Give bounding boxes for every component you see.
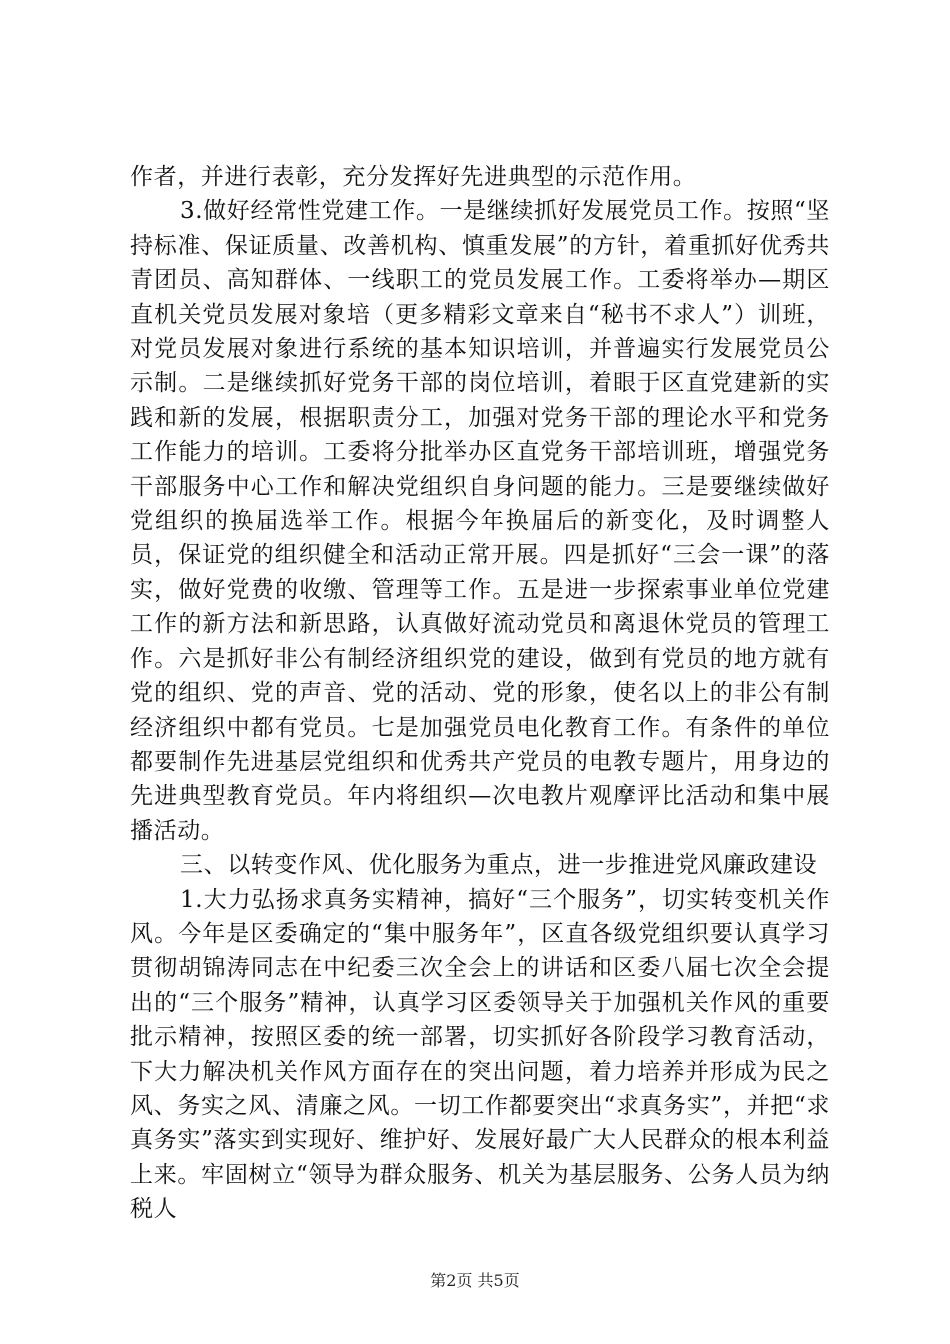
paragraph-item-1: 1.大力弘扬求真务实精神，搞好“三个服务”，切实转变机关作风。今年是区委确定的“集中服务年”，区直各级党组织要认真学习贯彻胡锦涛同志在中纪委三次全会上的讲话和区委八届七次全会提出的“三个服务”精神，认真学习区委领导关于加强机关作风的重要批示精神，按照区委的统一部署，切实抓好各阶段学习教育活动，下大力解决机关作风方面存在的突出问题，着力培养并形成为民之风、务实之风、清廉之风。一切工作都要突出“求真务实”，并把“求真务实”落实到实现好、维护好、发展好最广大人民群众的根本利益上来。牢固树立“领导为群众服务、机关为基层服务、公务人员为纳税人 <box>130 886 830 1223</box>
paragraph-continuation: 作者，并进行表彰，充分发挥好先进典型的示范作用。 <box>130 164 697 190</box>
page-footer <box>0 1271 950 1291</box>
paragraph-item-3: 3.做好经常性党建工作。一是继续抓好发展党员工作。按照“坚持标准、保证质量、改善机构、慎重发展”的方针，着重抓好优秀共青团员、高知群体、一线职工的党员发展工作。工委将举办—期区直机关党员发展对象培（更多精彩文章来自“秘书不求人”）训班，对党员发展对象进行系统的基本知识培训，并普遍实行发展党员公示制。二是继续抓好党务干部的岗位培训，着眼于区直党建新的实践和新的发展，根据职责分工，加强对党务干部的理论水平和党务工作能力的培训。工委将分批举办区直党务干部培训班，增强党务干部服务中心工作和解决党组织自身问题的能力。三是要继续做好党组织的换届选举工作。根据今年换届后的新变化，及时调整人员，保证党的组织健全和活动正常开展。四是抓好“三会一课”的落实，做好党费的收缴、管理等工作。五是进一步探索事业单位党建工作的新方法和新思路，认真做好流动党员和离退休党员的管理工作。六是抓好非公有制经济组织党的建设，做到有党员的地方就有党的组织、党的声音、党的活动、党的形象，使名以上的非公有制经济组织中都有党员。七是加强党员电化教育工作。有条件的单位都要制作先进基层党组织和优秀共产党员的电教专题片，用身边的先进典型教育党员。年内将组织—次电教片观摩评比活动和集中展播活动。 <box>130 198 830 844</box>
document-body <box>130 160 830 1227</box>
page-number-label: 第2页 共5页 <box>430 1271 520 1290</box>
section-heading-3: 三、以转变作风、优化服务为重点，进一步推进党风廉政建设 <box>180 852 818 879</box>
